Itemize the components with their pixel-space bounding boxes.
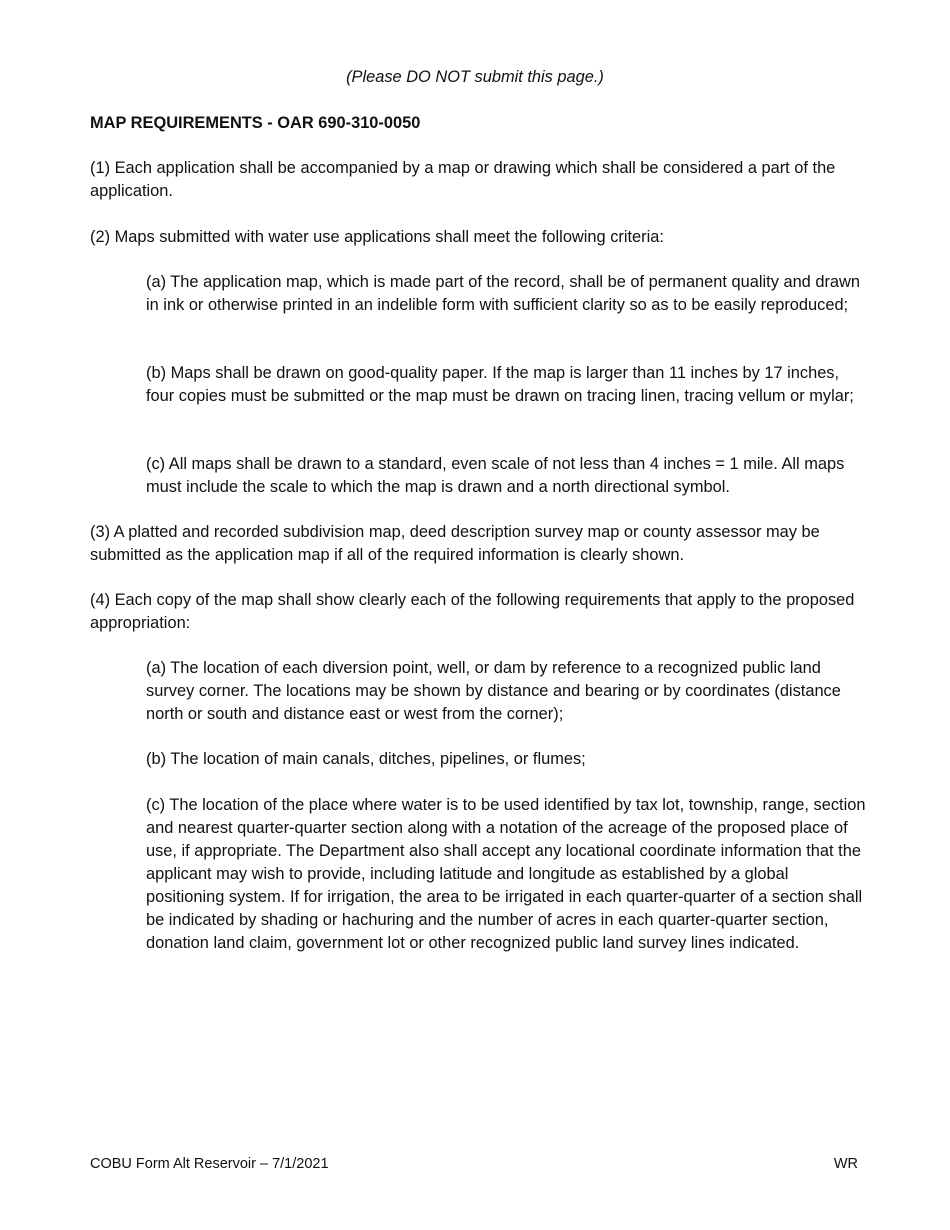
- paragraph-4c: (c) The location of the place where water is to be used identified by tax lot, township, range, section and nearest quarter-quarter section along with a notation of the acreage of the proposed place of use, if appropriate. The Department also shall accept any locational coordinate information that the applicant may wish to provide, including latitude and longitude as established by a global positioning system. If for irrigation, the area to be irrigated in each quarter-quarter of a section shall be indicated by shading or hachuring and the number of acres in each quarter-quarter section, donation land claim, government lot or other recognized public land survey lines indicated.: [146, 796, 866, 952]
- paragraph-2: (2) Maps submitted with water use applications shall meet the following criteria:: [90, 228, 664, 246]
- section-heading: MAP REQUIREMENTS - OAR 690-310-0050: [90, 114, 421, 132]
- page-note: (Please DO NOT submit this page.): [346, 68, 604, 86]
- paragraph-2a: (a) The application map, which is made part of the record, shall be of permanent quality and drawn in ink or otherwise printed in an indelible form with sufficient clarity so as to be easily reproduced;: [146, 273, 860, 314]
- paragraph-2b: (b) Maps shall be drawn on good-quality paper. If the map is larger than 11 inches by 17 inches, four copies must be submitted or the map must be drawn on tracing linen, tracing vellum or mylar;: [146, 364, 854, 405]
- paragraph-3: (3) A platted and recorded subdivision map, deed description survey map or county assessor may be submitted as the application map if all of the required information is clearly shown.: [90, 523, 820, 564]
- footer-form-label: COBU Form Alt Reservoir – 7/1/2021: [90, 1156, 329, 1172]
- paragraph-4a: (a) The location of each diversion point, well, or dam by reference to a recognized public land survey corner. The locations may be shown by distance and bearing or by coordinates (distance north or south and distance east or west from the corner);: [146, 659, 841, 723]
- paragraph-2c: (c) All maps shall be drawn to a standard, even scale of not less than 4 inches = 1 mile. All maps must include the scale to which the map is drawn and a north directional symbol.: [146, 455, 845, 496]
- paragraph-1: (1) Each application shall be accompanied by a map or drawing which shall be considered a part of the application.: [90, 159, 836, 200]
- paragraph-4: (4) Each copy of the map shall show clearly each of the following requirements that apply to the proposed appropriation:: [90, 591, 855, 632]
- paragraph-4b: (b) The location of main canals, ditches, pipelines, or flumes;: [146, 750, 586, 768]
- footer-code: WR: [833, 1156, 858, 1172]
